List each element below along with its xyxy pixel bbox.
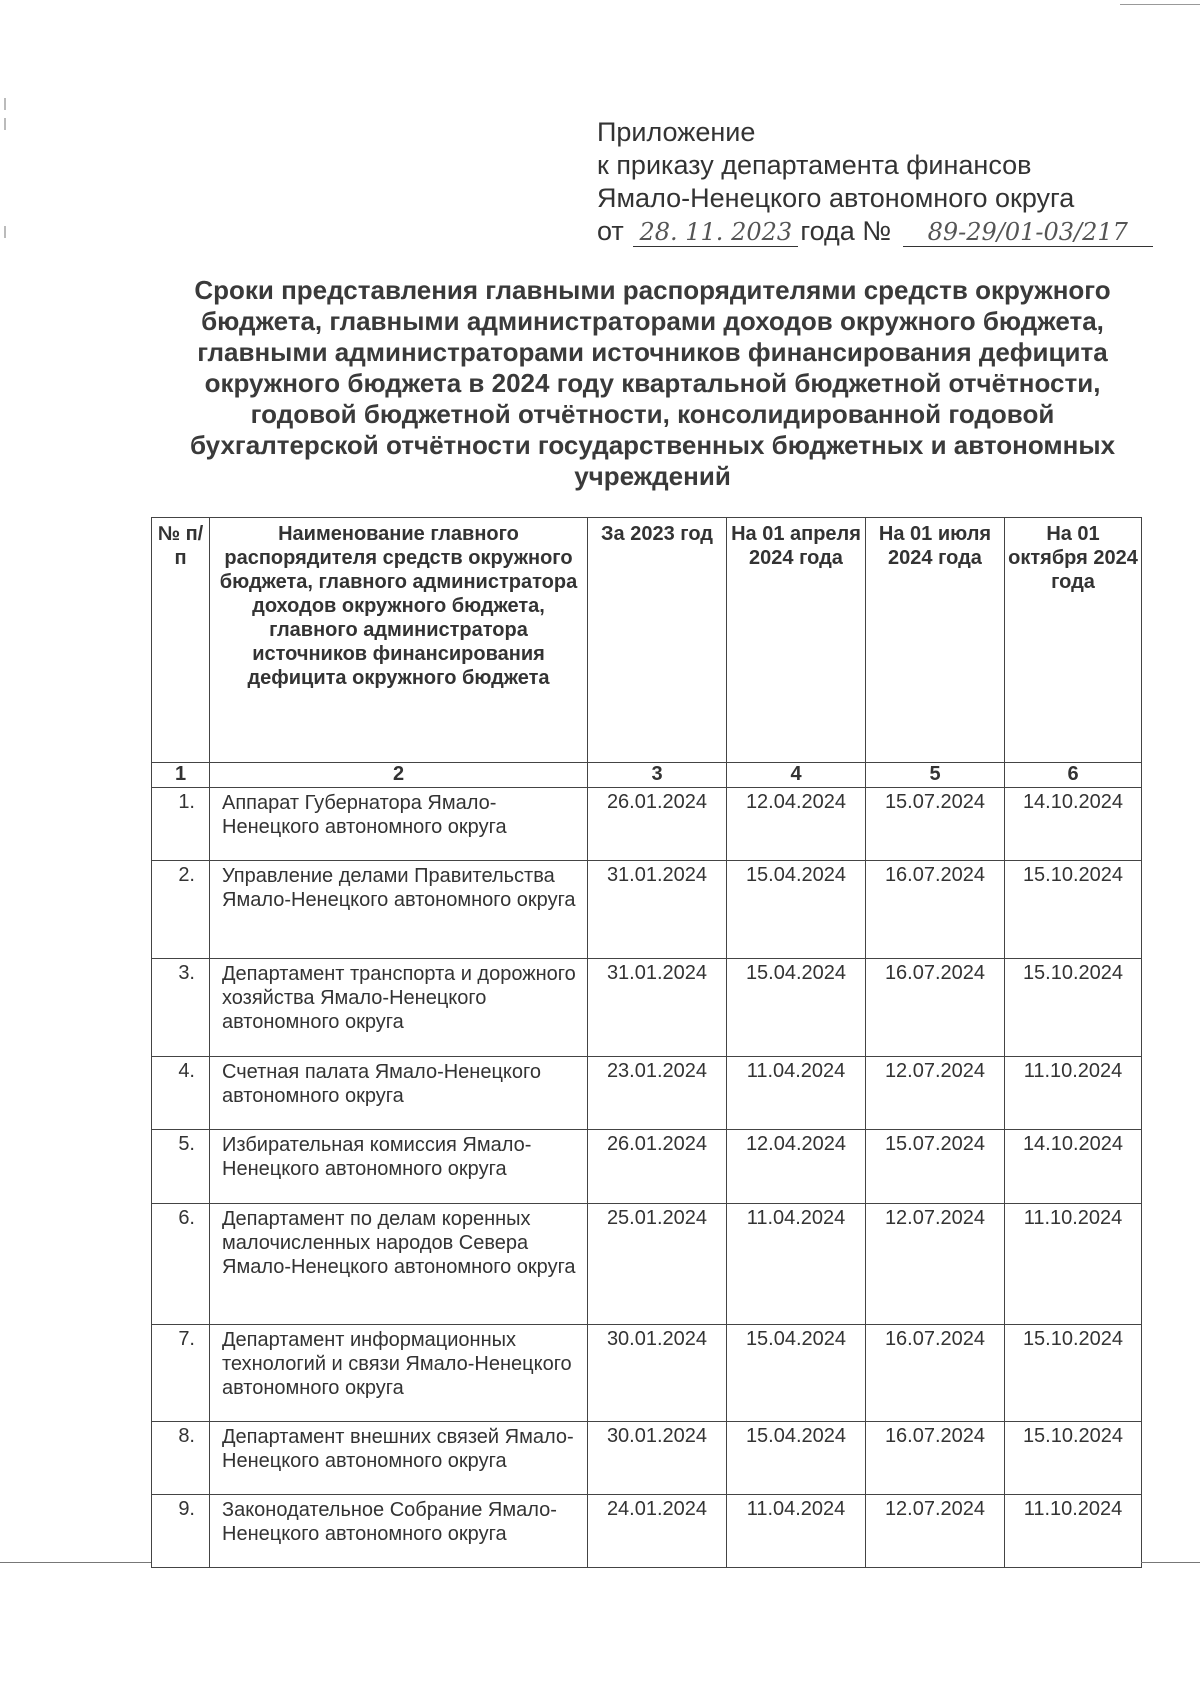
header-2023: За 2023 год [588, 518, 727, 763]
order-date: 28. 11. 2023 [633, 218, 798, 247]
row-number: 6. [152, 1204, 210, 1325]
row-number: 8. [152, 1422, 210, 1495]
table-row [152, 959, 1142, 1057]
row-name: Законодательное Собрание Ямало-Ненецкого автономного округа [210, 1495, 588, 1568]
date-april: 11.04.2024 [727, 1057, 866, 1130]
scan-edge-line [1120, 4, 1200, 5]
column-number: 5 [866, 763, 1005, 788]
date-2023: 30.01.2024 [588, 1422, 727, 1495]
table-row [152, 1204, 1142, 1325]
header-october: На 01 октября 2024 года [1005, 518, 1142, 763]
header-number: № п/п [152, 518, 210, 763]
date-2023: 30.01.2024 [588, 1325, 727, 1422]
date-2023: 26.01.2024 [588, 788, 727, 861]
row-number: 7. [152, 1325, 210, 1422]
date-july: 12.07.2024 [866, 1057, 1005, 1130]
appendix-line-1: Приложение [597, 117, 756, 147]
date-july: 16.07.2024 [866, 959, 1005, 1057]
row-name: Избирательная комиссия Ямало-Ненецкого автономного округа [210, 1130, 588, 1204]
header-july: На 01 июля 2024 года [866, 518, 1005, 763]
scan-margin-mark [4, 226, 6, 238]
date-april: 11.04.2024 [727, 1204, 866, 1325]
appendix-line-2: к приказу департамента финансов [597, 150, 1032, 180]
row-name: Аппарат Губернатора Ямало-Ненецкого автономного округа [210, 788, 588, 861]
date-october: 11.10.2024 [1005, 1204, 1142, 1325]
column-number: 3 [588, 763, 727, 788]
row-name: Департамент внешних связей Ямало-Ненецкого автономного округа [210, 1422, 588, 1495]
date-2023: 26.01.2024 [588, 1130, 727, 1204]
row-number: 3. [152, 959, 210, 1057]
date-october: 15.10.2024 [1005, 959, 1142, 1057]
date-2023: 31.01.2024 [588, 959, 727, 1057]
scan-margin-mark [4, 98, 6, 110]
order-number: 89-29/01-03/217 [903, 218, 1153, 247]
date-april: 12.04.2024 [727, 788, 866, 861]
appendix-line-4 [597, 215, 1157, 248]
date-july: 12.07.2024 [866, 1495, 1005, 1568]
page-cut-line [1141, 1562, 1200, 1563]
table-row [152, 1495, 1142, 1568]
row-name: Департамент по делам коренных малочисленных народов Севера Ямало-Ненецкого автономного округа [210, 1204, 588, 1325]
row-number: 9. [152, 1495, 210, 1568]
row-number: 4. [152, 1057, 210, 1130]
row-name: Департамент информационных технологий и связи Ямало-Ненецкого автономного округа [210, 1325, 588, 1422]
date-july: 15.07.2024 [866, 788, 1005, 861]
row-name: Управление делами Правительства Ямало-Ненецкого автономного округа [210, 861, 588, 959]
row-name: Департамент транспорта и дорожного хозяйства Ямало-Ненецкого автономного округа [210, 959, 588, 1057]
date-april: 11.04.2024 [727, 1495, 866, 1568]
appendix-line-3: Ямало-Ненецкого автономного округа [597, 183, 1075, 213]
row-name: Счетная палата Ямало-Ненецкого автономного округа [210, 1057, 588, 1130]
date-2023: 31.01.2024 [588, 861, 727, 959]
date-october: 15.10.2024 [1005, 861, 1142, 959]
scan-margin-mark [4, 118, 6, 130]
table-row [152, 1422, 1142, 1495]
date-2023: 23.01.2024 [588, 1057, 727, 1130]
date-july: 16.07.2024 [866, 1422, 1005, 1495]
date-april: 12.04.2024 [727, 1130, 866, 1204]
year-label: года № [800, 216, 892, 246]
date-july: 12.07.2024 [866, 1204, 1005, 1325]
table-header-row [152, 518, 1142, 763]
column-number-row [152, 763, 1142, 788]
date-april: 15.04.2024 [727, 1422, 866, 1495]
date-october: 15.10.2024 [1005, 1325, 1142, 1422]
table-row [152, 1130, 1142, 1204]
date-april: 15.04.2024 [727, 959, 866, 1057]
date-october: 14.10.2024 [1005, 1130, 1142, 1204]
row-number: 5. [152, 1130, 210, 1204]
table-row [152, 788, 1142, 861]
date-july: 16.07.2024 [866, 1325, 1005, 1422]
column-number: 4 [727, 763, 866, 788]
date-july: 16.07.2024 [866, 861, 1005, 959]
row-number: 1. [152, 788, 210, 861]
table-row [152, 861, 1142, 959]
page-cut-line [0, 1562, 151, 1563]
row-number: 2. [152, 861, 210, 959]
document-title: Сроки представления главными распорядителями средств окружного бюджета, главными администраторами доходов окружного бюджета, главными администраторами источников финансирования дефицита окружного бюджета в 2024 году квартальной бюджетной отчётности, годовой бюджетной отчётности, консолидированной годовой бухгалтерской отчётности государственных бюджетных и автономных учреждений [189, 275, 1116, 491]
date-july: 15.07.2024 [866, 1130, 1005, 1204]
from-label: от [597, 216, 624, 246]
deadlines-table [151, 517, 1142, 1568]
column-number: 2 [210, 763, 588, 788]
date-october: 11.10.2024 [1005, 1495, 1142, 1568]
date-april: 15.04.2024 [727, 861, 866, 959]
column-number: 1 [152, 763, 210, 788]
date-2023: 24.01.2024 [588, 1495, 727, 1568]
date-october: 15.10.2024 [1005, 1422, 1142, 1495]
date-october: 14.10.2024 [1005, 788, 1142, 861]
date-october: 11.10.2024 [1005, 1057, 1142, 1130]
header-april: На 01 апреля 2024 года [727, 518, 866, 763]
date-april: 15.04.2024 [727, 1325, 866, 1422]
table-row [152, 1057, 1142, 1130]
header-name: Наименование главного распорядителя средств окружного бюджета, главного администратора доходов окружного бюджета, главного администратора источников финансирования дефицита окружного бюджета [210, 518, 588, 763]
table-row [152, 1325, 1142, 1422]
appendix-block [597, 116, 1157, 248]
column-number: 6 [1005, 763, 1142, 788]
date-2023: 25.01.2024 [588, 1204, 727, 1325]
